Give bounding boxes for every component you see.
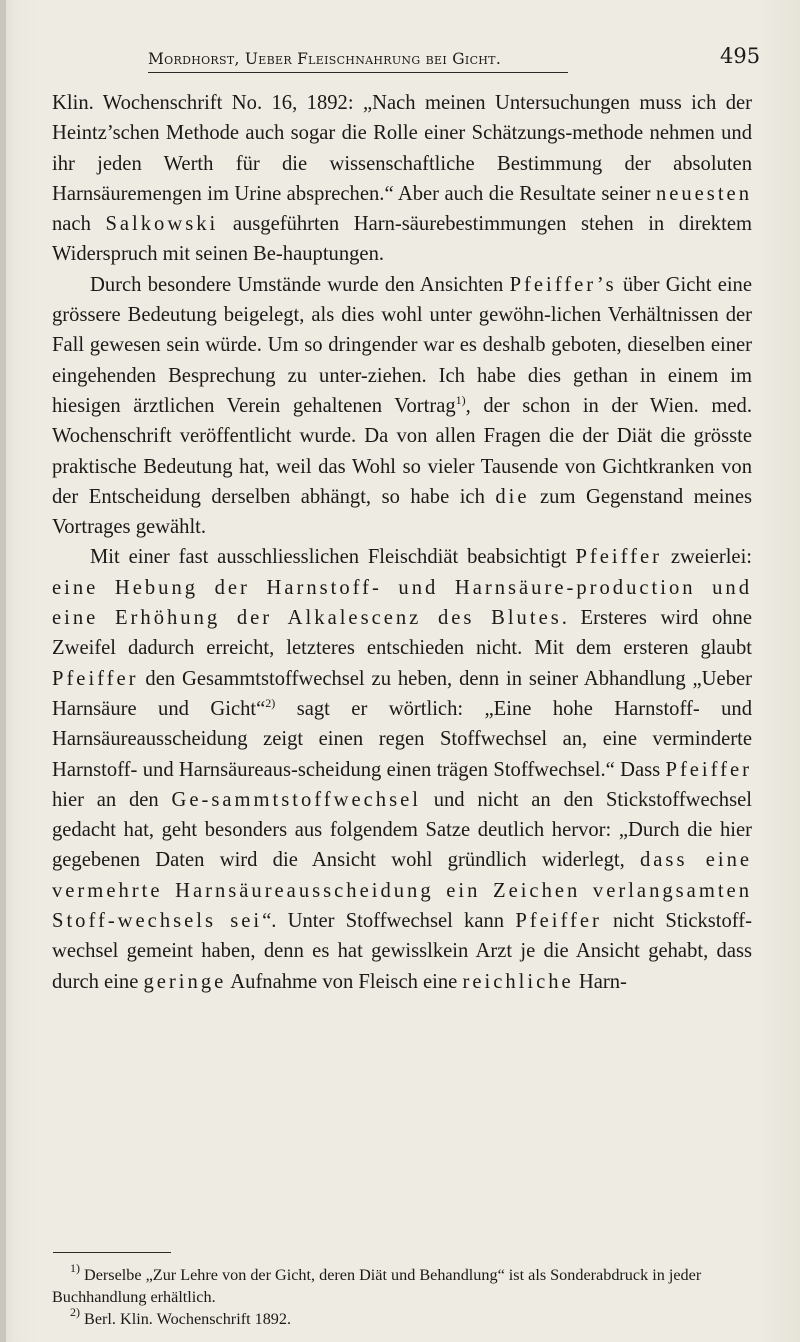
body-text bbox=[52, 88, 752, 997]
p1-text-b: nach bbox=[52, 213, 91, 236]
emphasis-hebung: eine Hebung der Harnstoff- und Harnsäure-production und eine Erhöhung der Alkalescenz des Blutes bbox=[52, 576, 752, 630]
footnotes bbox=[52, 1261, 752, 1330]
footnote-1 bbox=[52, 1261, 752, 1308]
p3-text-i: nicht Stickstoff-wechsel gemeint haben, denn es hat gewisslkein Arzt je die Ansicht gehabt, dass durch eine bbox=[52, 910, 753, 993]
emphasis-gesammtstoffwechsel: Ge-sammtstoffwechsel bbox=[171, 788, 421, 811]
book-gutter bbox=[0, 0, 6, 1342]
p3-text-e: sagt er wörtlich: „Eine hohe Harnstoff- und Harnsäureausscheidung zeigt einen regen Stoffwechsel an, eine verminderte Harnstoff- und Harnsäureaus-scheidung einen trägen Stoffwechsel.“ Dass bbox=[52, 697, 752, 781]
emphasis-die: die bbox=[495, 485, 530, 508]
page-number: 495 bbox=[720, 44, 761, 68]
paragraph-3 bbox=[52, 542, 752, 996]
footnote-ref-2: 2) bbox=[265, 695, 276, 710]
p2-text-c: , der schon in der Wien. med. Wochenschrift veröffentlicht wurde. Da von allen Fragen die der Diät die grösste praktische Bedeutung hat, weil das Wohl so vieler Tausende von Gichtkranken von der Entscheidung derselben abhängt, so habe ich bbox=[52, 394, 752, 508]
footnote-2-text: Berl. Klin. Wochenschrift 1892. bbox=[84, 1310, 292, 1328]
footnote-2 bbox=[52, 1305, 752, 1330]
p3-text-g: und nicht an den Stickstoffwechsel gedacht hat, geht besonders aus folgendem Satze deutlich hervor: „Durch die hier gegebenen Daten wird die Ansicht wohl gründlich widerlegt, bbox=[52, 788, 752, 872]
emphasis-salkowski: Salkowski bbox=[105, 213, 219, 236]
p3-text-c: . Ersteres wird ohne Zweifel dadurch erreicht, letzteres entschieden nicht. Mit dem ersteren glaubt bbox=[52, 607, 752, 660]
emphasis-pfeiffer-1: Pfeiffer bbox=[575, 546, 662, 569]
emphasis-neuesten: neuesten bbox=[655, 182, 752, 205]
footnote-1-text: Derselbe „Zur Lehre von der Gicht, deren Diät und Behandlung“ ist als Sonderabdruck in jeder Buchhandlung erhältlich. bbox=[52, 1266, 702, 1306]
emphasis-reichliche: reichliche bbox=[462, 970, 574, 993]
emphasis-pfeiffer-3: Pfeiffer bbox=[665, 758, 752, 781]
p2-text-b: über Gicht eine grössere Bedeutung beigelegt, als dies wohl unter gewöhn-lichen Verhältnissen der Fall gewesen sein würde. Um so dringender war es deshalb geboten, dieselben einer eingehenden Besprechung zu unter-ziehen. Ich habe dies gethan in einem im hiesigen ärztlichen Verein gehaltenen Vortrag bbox=[52, 273, 752, 417]
footnote-rule bbox=[53, 1252, 171, 1253]
p2-text-a: Durch besondere Umstände wurde den Ansichten bbox=[90, 273, 504, 296]
p3-text-j: Aufnahme von Fleisch eine bbox=[230, 970, 458, 993]
p3-text-h: “. Unter Stoffwechsel kann bbox=[262, 910, 505, 933]
footnote-ref-1: 1) bbox=[455, 392, 466, 407]
header-rule bbox=[148, 72, 568, 73]
footnote-2-mark: 2) bbox=[70, 1305, 80, 1319]
p1-text: Klin. Wochenschrift No. 16, 1892: „Nach meinen Untersuchungen muss ich der Heintz’schen Methode auch sogar die Rolle einer Schätzungs-methode nehmen und ihr jeden Werth für die wissenschaftliche Bestimmung der absoluten Harnsäuremengen im Urine absprechen.“ Aber auch die Resultate seiner bbox=[52, 92, 752, 205]
p1-text-c: ausgeführten Harn-säurebestimmungen stehen in direktem Widerspruch mit seinen Be-hauptungen. bbox=[52, 213, 752, 266]
running-title: Mordhorst, Ueber Fleischnahrung bei Gicht. bbox=[148, 50, 502, 68]
emphasis-geringe: geringe bbox=[143, 970, 227, 993]
emphasis-pfeiffer-4: Pfeiffer bbox=[515, 910, 602, 933]
paragraph-1 bbox=[52, 88, 752, 270]
emphasis-quote: dass eine vermehrte Harnsäureausscheidung ein Zeichen verlangsamten Stoff-wechsels sei bbox=[52, 849, 753, 933]
p3-text-k: Harn- bbox=[578, 970, 627, 993]
footnote-1-mark: 1) bbox=[70, 1261, 80, 1275]
emphasis-pfeiffer-2: Pfeiffer bbox=[52, 667, 139, 690]
p3-text-d: den Gesammtstoffwechsel zu heben, denn in seiner Abhandlung „Ueber Harnsäure und Gicht“ bbox=[52, 667, 752, 720]
p3-text-a: Mit einer fast ausschliesslichen Fleischdiät beabsichtigt bbox=[90, 546, 567, 569]
emphasis-pfeiffers: Pfeiffer’s bbox=[509, 273, 617, 296]
p3-text-b: zweierlei: bbox=[670, 546, 753, 569]
p3-text-f: hier an den bbox=[52, 788, 159, 811]
paragraph-2 bbox=[52, 270, 752, 543]
p2-text-d: zum Gegenstand meines Vortrages gewählt. bbox=[52, 485, 752, 539]
